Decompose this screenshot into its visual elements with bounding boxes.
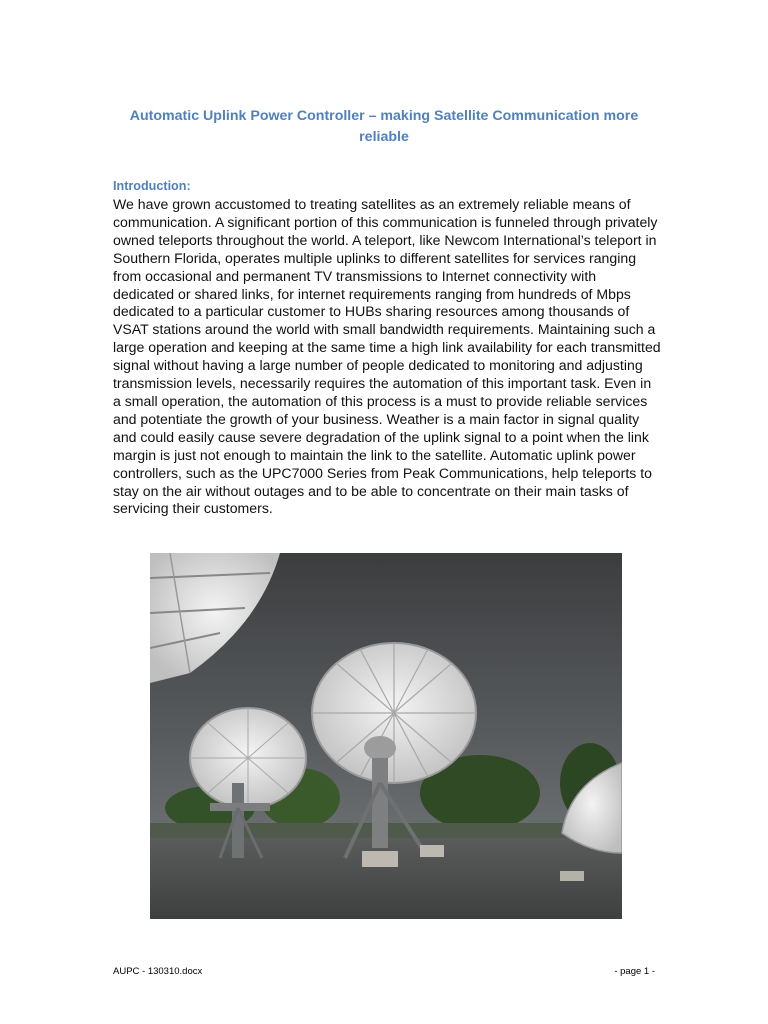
document-title: Automatic Uplink Power Controller – making Satellite Communication more reliable: [129, 108, 639, 145]
footer-filename: AUPC - 130310.docx: [113, 966, 203, 977]
footer-page-number: - page 1 -: [614, 966, 655, 977]
section-heading: Introduction:: [113, 179, 191, 193]
satellite-dishes-photo: [150, 553, 622, 919]
intro-paragraph: We have grown accustomed to treating satellites as an extremely reliable means of communication. A significant portion of this communication is funneled through privately owned teleports throughout the world. A teleport, like Newcom International’s teleport in Southern Florida, operates multiple uplinks to different satellites for services ranging from occasional and permanent TV transmissions to Internet connectivity with dedicated or shared links, for internet requirements ranging from hundreds of Mbps dedicated to a particular customer to HUBs sharing resources among thousands of VSAT stations around the world with small bandwidth requirements. Maintaining such a large operation and keeping at the same time a high link availability for each transmitted signal without having a large number of people dedicated to monitoring and adjusting transmission levels, necessarily requires the automation of this important task. Even in a small operation, the automation of this process is a must to provide reliable services and potentiate the growth of your business. Weather is a main factor in signal quality and could easily cause severe degradation of the uplink signal to a point when the link margin is just not enough to maintain the link to the satellite. Automatic uplink power controllers, such as the UPC7000 Series from Peak Communications, help teleports to stay on the air without outages and to be able to concentrate on their main tasks of servicing their customers.: [113, 196, 661, 517]
